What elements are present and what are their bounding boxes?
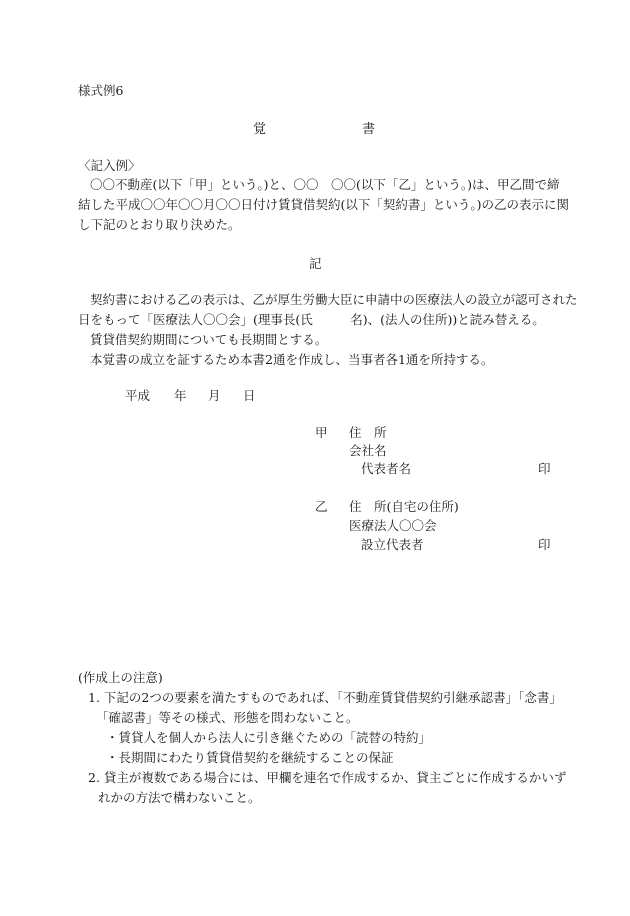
intro-paragraph [78, 175, 570, 235]
intro-line: し下記のとおり取り決めた。 [78, 217, 241, 232]
note-item-1: 1. 下記の2つの要素を満たすものであれば、「不動産賃貸借契約引継承認書」「念書」 [88, 690, 562, 705]
note-item-1-cont: 「確認書」等その様式、形態を問わないこと。 [96, 710, 359, 725]
party-b-rep-label: 設立代表者 [361, 537, 424, 552]
body-line: 契約書における乙の表示は、乙が厚生労働大臣に申請中の医療法人の設立が認可された [90, 292, 578, 307]
party-a-seal: 印 [538, 461, 551, 476]
party-a-mark: 甲 [315, 425, 328, 440]
notes-section [78, 668, 567, 808]
example-label: 〈記入例〉 [78, 158, 141, 173]
party-a-rep-label: 代表者名 [361, 461, 412, 476]
party-a-address-label: 住 所 [349, 425, 387, 440]
date-day: 日 [243, 388, 256, 403]
note-bullet: ・長期間にわたり賃貸借契約を継続することの保証 [106, 750, 394, 765]
form-label: 様式例6 [78, 83, 124, 98]
body-line: 日をもって「医療法人〇〇会」(理事長(氏 名)、(法人の住所))と読み替える。 [78, 312, 545, 327]
body-paragraph [78, 290, 578, 370]
ki-heading: 記 [309, 256, 322, 271]
title-left-char: 覚 [253, 122, 267, 137]
note-item-2-cont: れかの方法で構わないこと。 [98, 790, 261, 805]
party-b-address-label: 住 所(自宅の住所) [349, 499, 459, 514]
date-era: 平成 [125, 388, 151, 403]
party-b-seal: 印 [538, 537, 551, 552]
intro-line: 〇〇不動産(以下「甲」という。)と、〇〇 〇〇(以下「乙」という。)は、甲乙間で締 [90, 177, 560, 192]
party-b-mark: 乙 [315, 499, 328, 514]
body-line: 賃貸借契約期間についても長期間とする。 [90, 332, 328, 347]
party-a-company-label: 会社名 [349, 443, 387, 458]
intro-line: 結した平成〇〇年〇〇月〇〇日付け賃貸借契約(以下「契約書」という。)の乙の表示に関 [78, 197, 570, 212]
date-month: 月 [208, 388, 221, 403]
notes-heading: (作成上の注意) [78, 670, 163, 685]
note-item-2: 2. 貸主が複数である場合には、甲欄を連名で作成するか、貸主ごとに作成するかいず [88, 770, 567, 785]
party-b-corp-name: 医療法人〇〇会 [349, 518, 437, 533]
date-year: 年 [174, 388, 187, 403]
note-bullet: ・賃貸人を個人から法人に引き継ぐための「読替の特約」 [106, 730, 432, 745]
title-right-char: 書 [362, 122, 376, 137]
body-line: 本覚書の成立を証するため本書2通を作成し、当事者各1通を所持する。 [90, 352, 494, 367]
